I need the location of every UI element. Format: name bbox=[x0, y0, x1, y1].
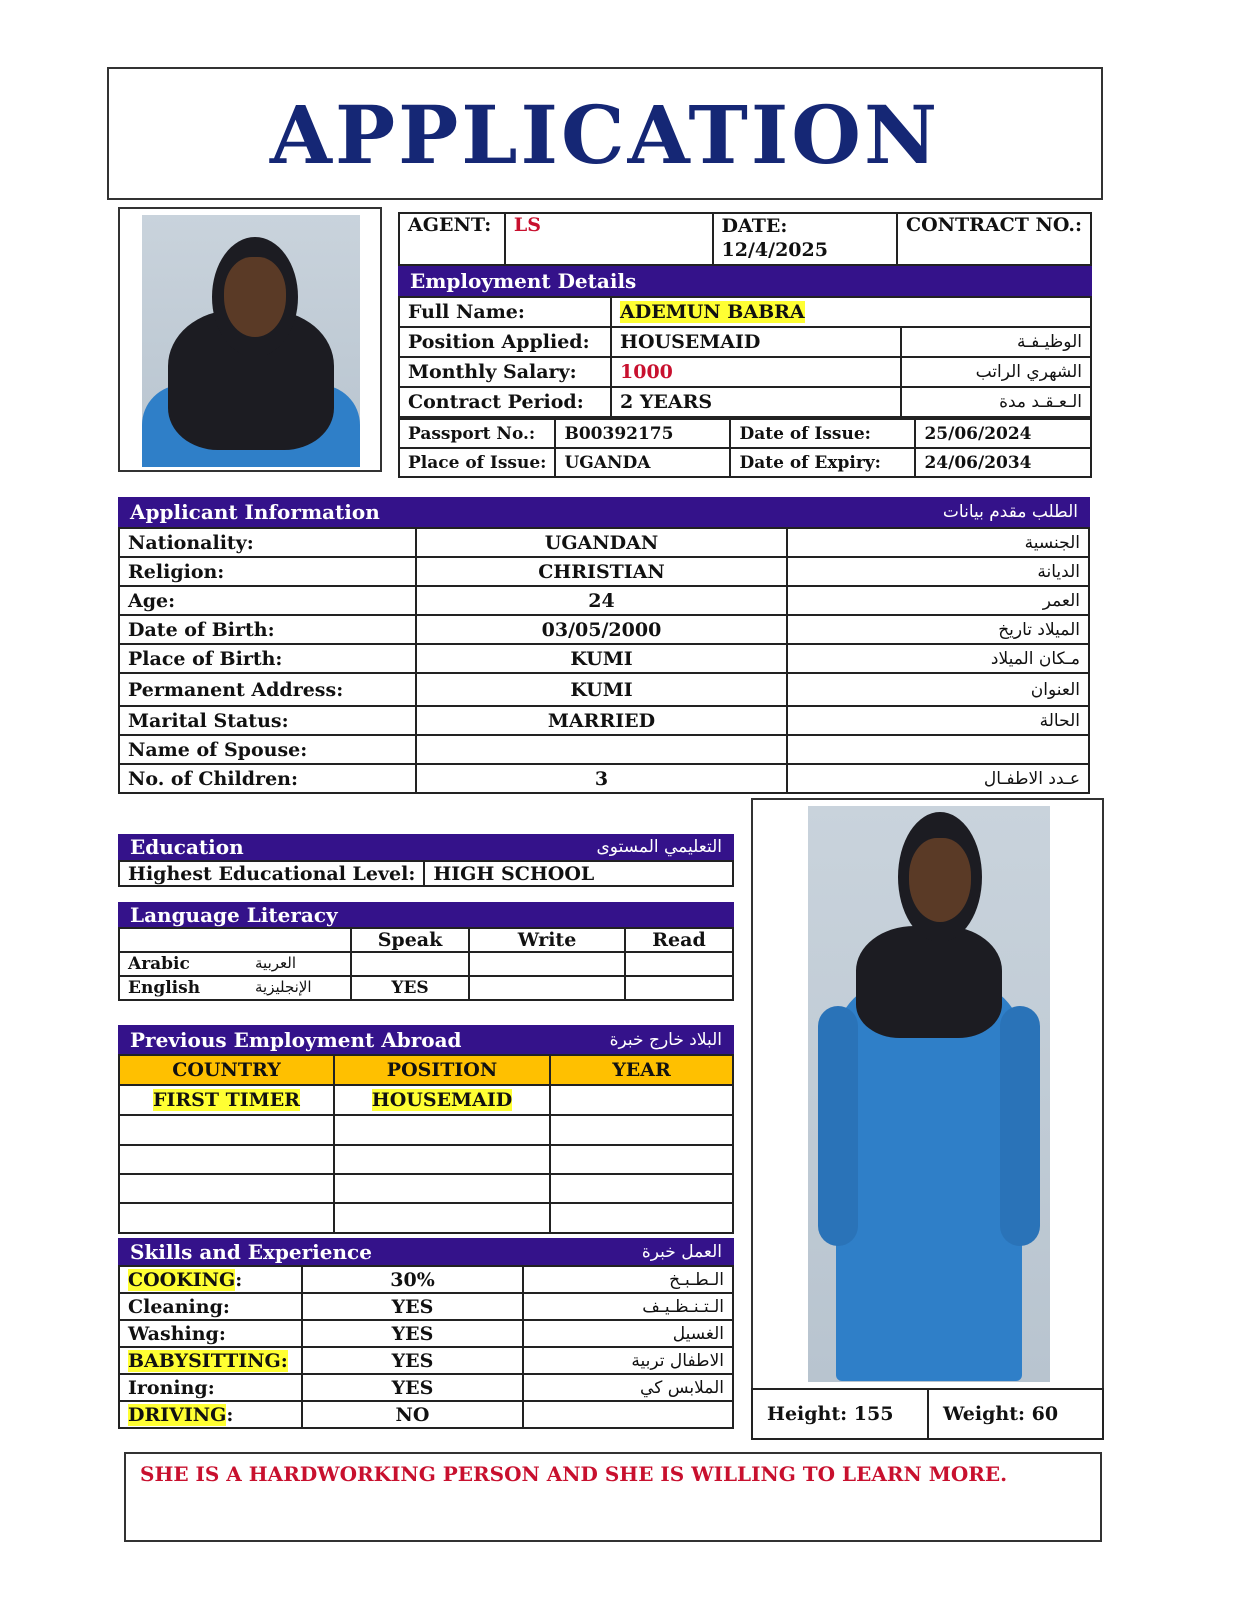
applicant-value: MARRIED bbox=[416, 706, 787, 735]
applicant-value: 3 bbox=[416, 764, 787, 793]
language-header bbox=[118, 902, 734, 927]
skill-ar: الـتـنـظـيـف bbox=[523, 1293, 733, 1320]
applicant-value: UGANDAN bbox=[416, 528, 787, 557]
applicant-label: Place of Birth: bbox=[119, 644, 416, 673]
applicant-ar: العنوان bbox=[787, 673, 1089, 706]
expiry-date-value: 24/06/2034 bbox=[915, 448, 1091, 477]
remarks-text: SHE IS A HARDWORKING PERSON AND SHE IS WILLING TO LEARN MORE. bbox=[140, 1462, 1008, 1486]
applicant-value bbox=[416, 735, 787, 764]
language-header-title: Language Literacy bbox=[130, 902, 338, 927]
english-write bbox=[469, 976, 625, 1000]
table-row bbox=[119, 673, 1089, 706]
education-table bbox=[118, 860, 734, 887]
table-row bbox=[399, 448, 1091, 477]
contract-label: CONTRACT NO.: bbox=[897, 213, 1091, 265]
prev-year bbox=[550, 1085, 733, 1115]
height-value: Height: 155 bbox=[752, 1389, 928, 1439]
full-name-value: ADEMUN BABRA bbox=[611, 297, 1091, 327]
agent-value: LS bbox=[505, 213, 713, 265]
col-country: COUNTRY bbox=[119, 1055, 334, 1085]
col-year: YEAR bbox=[550, 1055, 733, 1085]
table-row bbox=[119, 706, 1089, 735]
skill-value: NO bbox=[302, 1401, 523, 1428]
applicant-ar: مـكان الميلاد bbox=[787, 644, 1089, 673]
skill-value: YES bbox=[302, 1293, 523, 1320]
full-body-photo bbox=[808, 806, 1050, 1382]
passport-no-label: Passport No.: bbox=[399, 419, 555, 448]
applicant-label: Date of Birth: bbox=[119, 615, 416, 644]
position-value: HOUSEMAID bbox=[611, 327, 901, 357]
skills-table bbox=[118, 1265, 734, 1429]
applicant-value: CHRISTIAN bbox=[416, 557, 787, 586]
table-row bbox=[119, 1115, 733, 1145]
agent-table bbox=[398, 212, 1092, 266]
table-row bbox=[119, 1347, 733, 1374]
passport-table bbox=[398, 418, 1092, 478]
education-value: HIGH SCHOOL bbox=[424, 861, 733, 886]
previous-employment-table bbox=[118, 1054, 734, 1234]
applicant-label: Nationality: bbox=[119, 528, 416, 557]
language-english: English الإنجليزية bbox=[119, 976, 351, 1000]
applicant-value: KUMI bbox=[416, 644, 787, 673]
table-row bbox=[399, 387, 1091, 417]
date-label: DATE: bbox=[721, 215, 788, 237]
place-of-issue-value: UGANDA bbox=[555, 448, 730, 477]
table-row bbox=[119, 764, 1089, 793]
applicant-value: 03/05/2000 bbox=[416, 615, 787, 644]
applicant-ar: الديانة bbox=[787, 557, 1089, 586]
previous-employment-title: Previous Employment Abroad bbox=[130, 1027, 462, 1052]
date-value: 12/4/2025 bbox=[721, 239, 828, 261]
passport-no-value: B00392175 bbox=[555, 419, 730, 448]
table-row bbox=[119, 1266, 733, 1293]
arabic-read bbox=[625, 952, 733, 976]
prev-position: HOUSEMAID bbox=[334, 1085, 550, 1115]
salary-value: 1000 bbox=[611, 357, 901, 387]
table-row bbox=[119, 1320, 733, 1347]
col-write: Write bbox=[469, 928, 625, 952]
table-row bbox=[119, 928, 733, 952]
table-row bbox=[119, 1085, 733, 1115]
table-row bbox=[399, 297, 1091, 327]
skill-label: Ironing: bbox=[119, 1374, 302, 1401]
position-ar: الوظيـفـة bbox=[901, 327, 1091, 357]
applicant-header bbox=[118, 497, 1090, 527]
applicant-value: 24 bbox=[416, 586, 787, 615]
education-header-ar: التعليمي المستوى bbox=[596, 837, 722, 857]
skill-label: BABYSITTING: bbox=[119, 1347, 302, 1374]
applicant-value: KUMI bbox=[416, 673, 787, 706]
language-table bbox=[118, 927, 734, 1001]
contract-period-value: 2 YEARS bbox=[611, 387, 901, 417]
table-row bbox=[119, 861, 733, 886]
table-row bbox=[119, 644, 1089, 673]
applicant-header-title: Applicant Information bbox=[130, 500, 380, 524]
contract-period-label: Contract Period: bbox=[399, 387, 611, 417]
employment-header-title: Employment Details bbox=[410, 269, 637, 293]
portrait-photo bbox=[142, 215, 360, 467]
table-row bbox=[119, 1145, 733, 1174]
table-row bbox=[399, 327, 1091, 357]
applicant-label: No. of Children: bbox=[119, 764, 416, 793]
expiry-date-label: Date of Expiry: bbox=[730, 448, 915, 477]
applicant-ar bbox=[787, 735, 1089, 764]
skills-header-title: Skills and Experience bbox=[130, 1239, 372, 1264]
skill-ar bbox=[523, 1401, 733, 1428]
salary-label: Monthly Salary: bbox=[399, 357, 611, 387]
skill-ar: الاطفال تربية bbox=[523, 1347, 733, 1374]
applicant-ar: الجنسية bbox=[787, 528, 1089, 557]
table-row bbox=[119, 557, 1089, 586]
table-row bbox=[119, 586, 1089, 615]
weight-value: Weight: 60 bbox=[928, 1389, 1103, 1439]
contract-period-ar: الـعـقـد مدة bbox=[901, 387, 1091, 417]
skill-ar: الملابس كي bbox=[523, 1374, 733, 1401]
applicant-ar: الحالة bbox=[787, 706, 1089, 735]
applicant-ar: عـدد الاطفـال bbox=[787, 764, 1089, 793]
skill-value: YES bbox=[302, 1374, 523, 1401]
education-header bbox=[118, 834, 734, 860]
language-arabic: Arabic العربية bbox=[119, 952, 351, 976]
english-speak: YES bbox=[351, 976, 469, 1000]
table-row bbox=[119, 615, 1089, 644]
table-row bbox=[119, 1374, 733, 1401]
table-row bbox=[399, 357, 1091, 387]
col-read: Read bbox=[625, 928, 733, 952]
applicant-ar: الميلاد تاريخ bbox=[787, 615, 1089, 644]
table-row bbox=[119, 528, 1089, 557]
applicant-label: Age: bbox=[119, 586, 416, 615]
skill-ar: الـطـبـخ bbox=[523, 1266, 733, 1293]
previous-employment-header bbox=[118, 1025, 734, 1054]
table-row bbox=[119, 952, 733, 976]
employment-header bbox=[398, 266, 1092, 296]
table-row bbox=[119, 976, 733, 1000]
education-label: Highest Educational Level: bbox=[119, 861, 424, 886]
table-row bbox=[119, 1293, 733, 1320]
previous-employment-ar: البلاد خارج خبرة bbox=[609, 1029, 722, 1050]
table-row bbox=[119, 1174, 733, 1203]
skill-label: DRIVING: bbox=[119, 1401, 302, 1428]
english-read bbox=[625, 976, 733, 1000]
place-of-issue-label: Place of Issue: bbox=[399, 448, 555, 477]
applicant-header-ar: الطلب مقدم بيانات bbox=[942, 502, 1078, 522]
applicant-table bbox=[118, 527, 1090, 794]
employment-table bbox=[398, 296, 1092, 418]
skill-label: COOKING: bbox=[119, 1266, 302, 1293]
applicant-ar: العمر bbox=[787, 586, 1089, 615]
table-row bbox=[399, 419, 1091, 448]
education-header-title: Education bbox=[130, 835, 244, 859]
applicant-label: Religion: bbox=[119, 557, 416, 586]
skill-label: Cleaning: bbox=[119, 1293, 302, 1320]
remarks-box bbox=[124, 1452, 1102, 1542]
position-label: Position Applied: bbox=[399, 327, 611, 357]
table-row bbox=[119, 735, 1089, 764]
portrait-photo-frame bbox=[118, 207, 382, 472]
col-position: POSITION bbox=[334, 1055, 550, 1085]
skill-label: Washing: bbox=[119, 1320, 302, 1347]
skills-header bbox=[118, 1238, 734, 1265]
issue-date-value: 25/06/2024 bbox=[915, 419, 1091, 448]
table-row bbox=[119, 1055, 733, 1085]
skill-ar: الغسيل bbox=[523, 1320, 733, 1347]
applicant-label: Permanent Address: bbox=[119, 673, 416, 706]
skill-value: YES bbox=[302, 1320, 523, 1347]
full-body-photo-frame bbox=[751, 798, 1104, 1388]
arabic-speak bbox=[351, 952, 469, 976]
issue-date-label: Date of Issue: bbox=[730, 419, 915, 448]
table-row bbox=[752, 1389, 1103, 1439]
table-row bbox=[119, 1401, 733, 1428]
title-box bbox=[107, 67, 1103, 200]
prev-country: FIRST TIMER bbox=[119, 1085, 334, 1115]
applicant-label: Name of Spouse: bbox=[119, 735, 416, 764]
skill-value: YES bbox=[302, 1347, 523, 1374]
table-row bbox=[119, 1203, 733, 1233]
col-speak: Speak bbox=[351, 928, 469, 952]
arabic-write bbox=[469, 952, 625, 976]
full-name-label: Full Name: bbox=[399, 297, 611, 327]
skill-value: 30% bbox=[302, 1266, 523, 1293]
page-title: APPLICATION bbox=[269, 88, 941, 182]
skills-header-ar: العمل خبرة bbox=[641, 1241, 722, 1262]
agent-label: AGENT: bbox=[399, 213, 505, 265]
applicant-label: Marital Status: bbox=[119, 706, 416, 735]
measurements-table bbox=[751, 1388, 1104, 1440]
salary-ar: الشهري الراتب bbox=[901, 357, 1091, 387]
date-cell bbox=[713, 213, 897, 265]
